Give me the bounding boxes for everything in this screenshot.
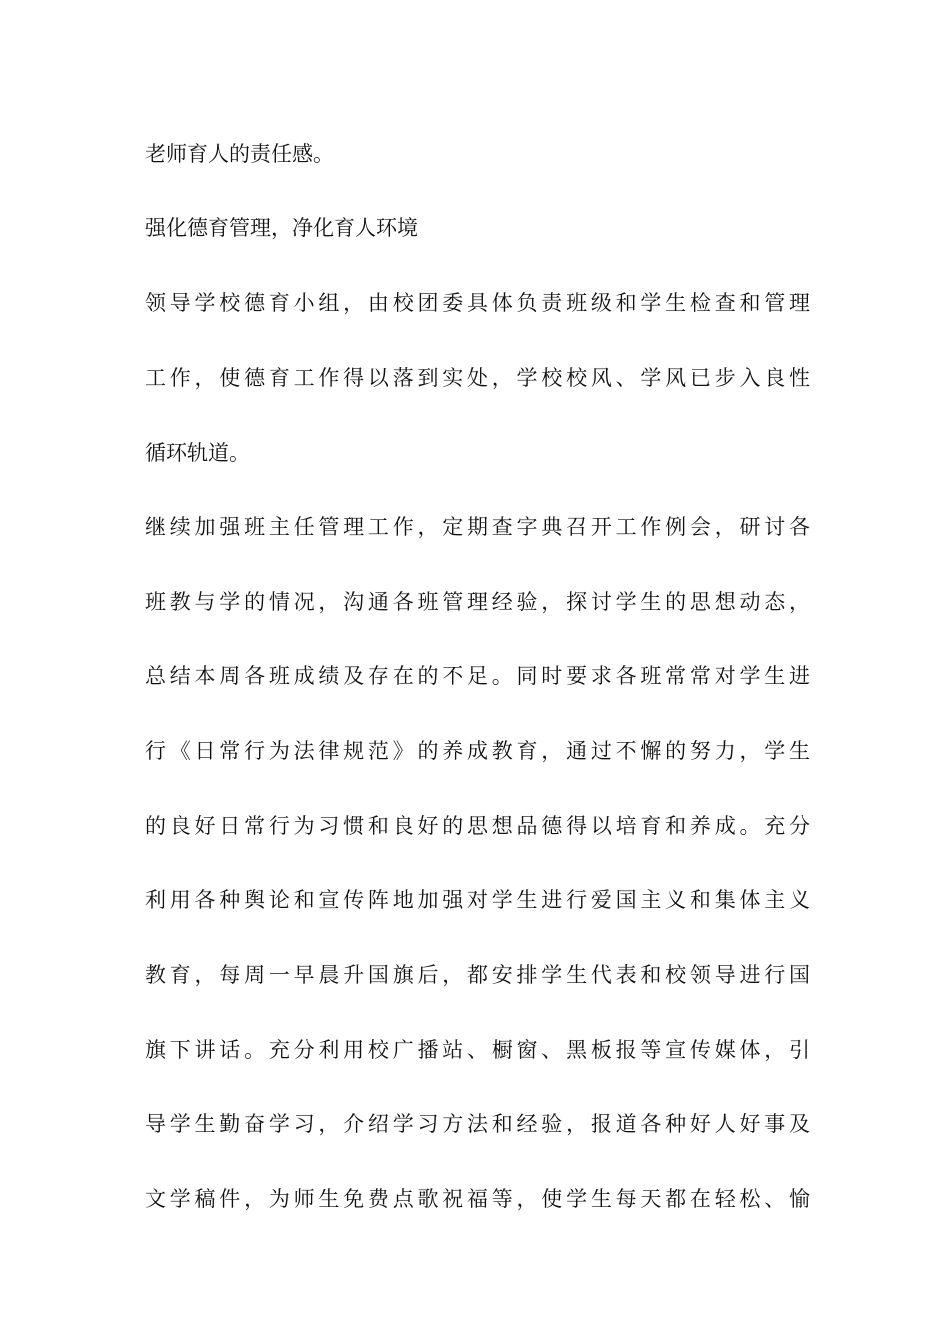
text-line: 导学生勤奋学习，介绍学习方法和经验，报道各种好人好事及 bbox=[145, 1112, 810, 1136]
text-line: 领导学校德育小组，由校团委具体负责班级和学生检查和管理 bbox=[145, 291, 810, 315]
text-line: 利用各种舆论和宣传阵地加强对学生进行爱国主义和集体主义 bbox=[145, 888, 810, 912]
text-line: 继续加强班主任管理工作，定期查字典召开工作例会，研讨各 bbox=[145, 515, 810, 539]
text-line: 的良好日常行为习惯和良好的思想品德得以培育和养成。充分 bbox=[145, 814, 810, 838]
text-line: 旗下讲话。充分利用校广播站、橱窗、黑板报等宣传媒体，引 bbox=[145, 1038, 810, 1062]
text-line: 教育，每周一早晨升国旗后，都安排学生代表和校领导进行国 bbox=[145, 963, 810, 987]
text-line: 行《日常行为法律规范》的养成教育，通过不懈的努力，学生 bbox=[145, 739, 810, 763]
section-heading: 强化德育管理，净化育人环境 bbox=[145, 216, 418, 240]
text-line: 工作，使德育工作得以落到实处，学校校风、学风已步入良性 bbox=[145, 366, 810, 390]
text-line: 文学稿件，为师生免费点歌祝福等，使学生每天都在轻松、愉 bbox=[145, 1187, 810, 1211]
text-line: 循环轨道。 bbox=[145, 441, 250, 465]
text-line: 总结本周各班成绩及存在的不足。同时要求各班常常对学生进 bbox=[145, 664, 810, 688]
text-line: 班教与学的情况，沟通各班管理经验，探讨学生的思想动态， bbox=[145, 590, 810, 614]
text-line: 老师育人的责任感。 bbox=[145, 142, 334, 166]
